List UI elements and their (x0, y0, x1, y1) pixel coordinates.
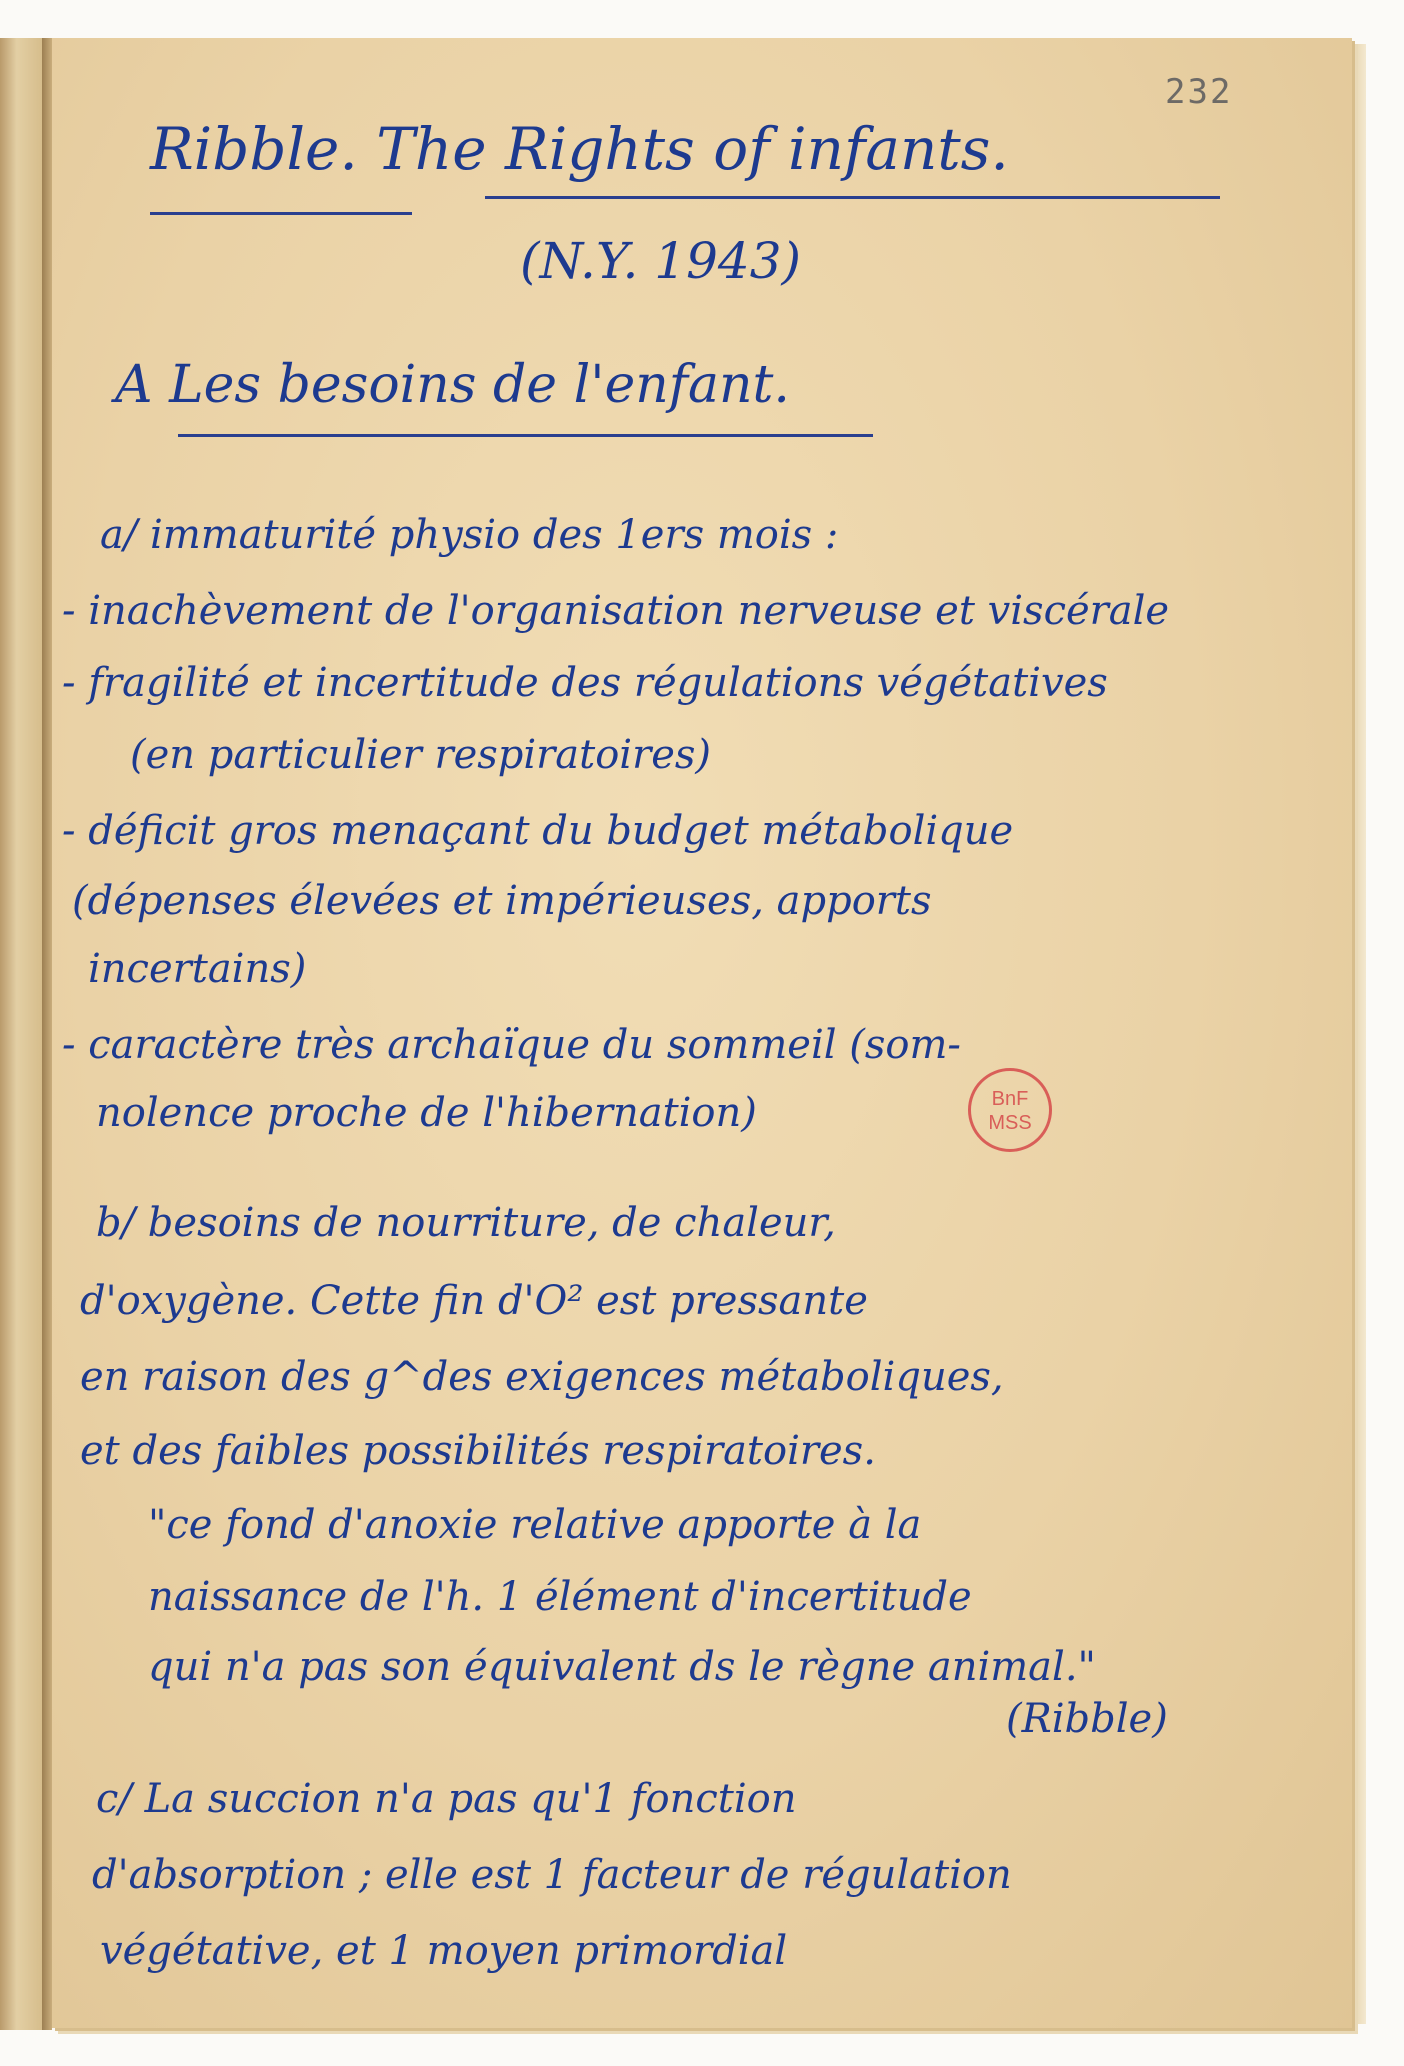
text-line: "ce fond d'anoxie relative apporte à la (148, 1502, 922, 1548)
text-line: (dépenses élevées et impérieuses, apports (72, 878, 932, 924)
text-line: et des faibles possibilités respiratoires. (80, 1428, 876, 1474)
page-title: Ribble. The Rights of infants. (150, 115, 1009, 183)
text-line: incertains) (88, 946, 307, 992)
stamp-line: MSS (988, 1112, 1032, 1134)
facing-page-edge (0, 38, 44, 2030)
folio-number: 232 (1165, 72, 1233, 112)
text-line: b/ besoins de nourriture, de chaleur, (96, 1200, 836, 1246)
title-underline-right (485, 196, 1220, 199)
text-line: - inachèvement de l'organisation nerveuse et viscérale (62, 588, 1170, 634)
page-stack-edge (1352, 44, 1366, 2024)
text-line: c/ La succion n'a pas qu'1 fonction (96, 1776, 797, 1822)
text-line: (Ribble) (1006, 1696, 1168, 1742)
bnf-stamp (968, 1068, 1052, 1152)
text-line: naissance de l'h. 1 élément d'incertitude (148, 1574, 972, 1620)
stamp-line: BnF (991, 1088, 1029, 1110)
section-underline (178, 434, 873, 437)
text-line: en raison des g^des exigences métaboliques, (80, 1354, 1004, 1400)
text-line: qui n'a pas son équivalent ds le règne animal." (148, 1644, 1096, 1690)
text-line: végétative, et 1 moyen primordial (100, 1928, 788, 1974)
text-line: - déficit gros menaçant du budget métabolique (62, 808, 1014, 854)
title-underline-left (150, 212, 412, 215)
text-line: nolence proche de l'hibernation) (96, 1090, 757, 1136)
text-line: d'oxygène. Cette fin d'O² est pressante (80, 1278, 868, 1324)
binding-spine (42, 38, 52, 2030)
text-line: - fragilité et incertitude des régulations végétatives (62, 660, 1108, 706)
section-heading: A Les besoins de l'enfant. (115, 355, 790, 415)
text-line: d'absorption ; elle est 1 facteur de régulation (92, 1852, 1012, 1898)
text-line: a/ immaturité physio des 1ers mois : (100, 512, 839, 558)
text-line: (en particulier respiratoires) (130, 732, 712, 778)
text-line: - caractère très archaïque du sommeil (som- (62, 1022, 961, 1068)
page-subtitle: (N.Y. 1943) (520, 232, 802, 290)
